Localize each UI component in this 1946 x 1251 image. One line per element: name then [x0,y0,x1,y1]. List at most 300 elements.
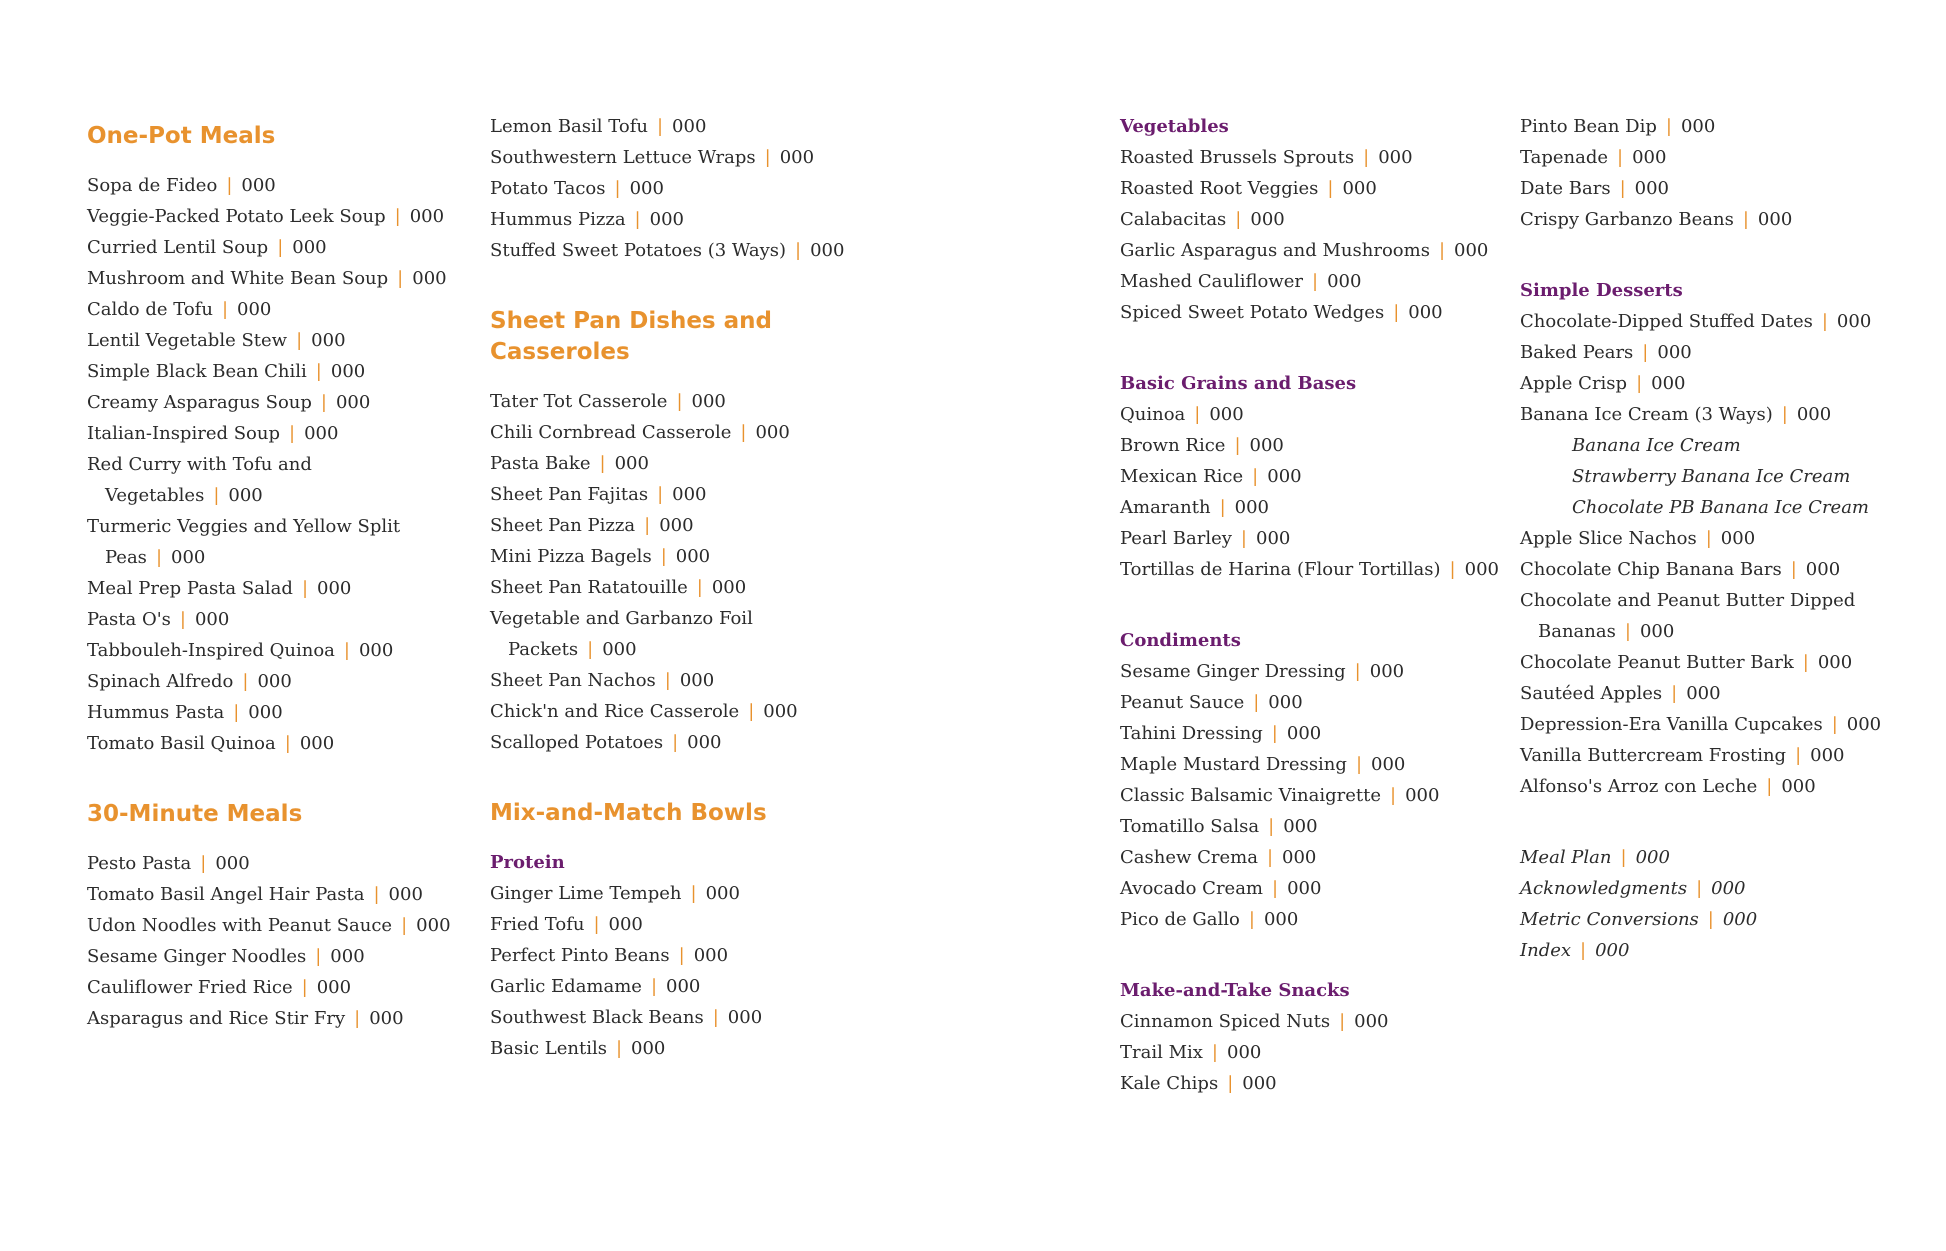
entry-title: Curried Lentil Soup [87,237,269,258]
page-number: 000 [1378,147,1413,168]
entry-title: Pesto Pasta [87,853,192,874]
page-number: 000 [1722,909,1758,930]
toc-entry[interactable] [87,910,467,941]
separator-bar: | [213,485,220,506]
separator-bar: | [1636,373,1643,394]
separator-bar: | [320,392,327,413]
toc-entry[interactable] [490,204,870,235]
page-number: 000 [335,392,371,413]
separator-bar: | [1671,683,1678,704]
entry-title: Mini Pizza Bagels [490,546,652,567]
separator-bar: | [1211,1042,1218,1063]
separator-bar: | [1219,497,1226,518]
toc-column-3 [1120,111,1500,1139]
toc-list [1120,399,1500,585]
separator-bar: | [1696,878,1703,899]
separator-bar: | [1266,847,1274,868]
toc-entry[interactable] [87,325,467,356]
separator-bar: | [1390,785,1397,806]
toc-entry[interactable] [1520,111,1900,142]
page-number: 000 [1454,240,1489,261]
toc-entry[interactable] [1520,709,1900,740]
page-number: 000 [672,116,707,137]
toc-entry[interactable] [87,848,467,879]
page-number: 000 [666,976,701,997]
toc-entry[interactable] [1120,1006,1500,1037]
separator-bar: | [1665,116,1672,137]
separator-bar: | [1705,528,1712,549]
separator-bar: | [657,484,664,505]
toc-entry[interactable] [1120,842,1500,873]
page-number: 000 [1263,909,1299,930]
toc-entry[interactable] [87,941,467,972]
page-number: 000 [1234,497,1269,518]
separator-bar: | [1802,652,1809,673]
page-number: 000 [257,671,292,692]
entry-title: Metric Conversions [1520,909,1699,930]
toc-section [1120,111,1500,328]
separator-bar: | [1617,147,1624,168]
entry-title: Turmeric Veggies and Yellow Split Peas [87,516,401,568]
toc-entry[interactable] [1520,523,1900,554]
entry-title: Hummus Pizza [490,209,626,230]
toc-entry[interactable] [1520,554,1900,585]
toc-entry[interactable] [1120,204,1500,235]
entry-title: Potato Tacos [490,178,606,199]
entry-title: Cinnamon Spiced Nuts [1120,1011,1331,1032]
toc-entry[interactable] [490,417,870,448]
entry-title: Garlic Edamame [490,976,642,997]
toc-entry[interactable] [490,727,870,758]
entry-title: Roasted Brussels Sprouts [1120,147,1355,168]
toc-entry[interactable] [490,572,870,603]
page-number: 000 [1209,404,1244,425]
page-number: 000 [1287,878,1322,899]
toc-entry[interactable] [1120,749,1500,780]
page-number: 000 [629,178,664,199]
toc-entry[interactable] [490,541,870,572]
separator-bar: | [1194,404,1201,425]
separator-bar: | [615,1038,623,1059]
toc-entry[interactable] [1520,771,1900,802]
toc-entry[interactable] [1120,173,1500,204]
separator-bar: | [696,577,703,598]
entry-title: Tomatillo Salsa [1120,816,1260,837]
toc-entry[interactable] [87,972,467,1003]
separator-bar: | [1642,342,1649,363]
entry-title: Acknowledgments [1520,878,1688,899]
entry-title: Chocolate Peanut Butter Bark [1520,652,1794,673]
page-number: 000 [649,209,684,230]
page-number: 000 [1250,209,1285,230]
separator-bar: | [644,515,651,536]
toc-entry[interactable] [1120,811,1500,842]
entry-title: Lentil Vegetable Stew [87,330,288,351]
toc-entry[interactable] [1520,492,1900,523]
toc-entry[interactable] [490,603,870,665]
separator-bar: | [676,391,683,412]
separator-bar: | [1781,404,1788,425]
entry-title: Chocolate and Peanut Butter Dipped Bananas [1520,590,1856,642]
page-number: 000 [1595,940,1630,961]
subsection-heading: Protein [490,852,565,873]
toc-entry[interactable] [1120,656,1500,687]
entry-title: Pasta O's [87,609,171,630]
subsection-heading: Vegetables [1120,116,1229,137]
separator-bar: | [1312,271,1319,292]
separator-bar: | [1620,847,1627,868]
entry-title: Meal Plan [1520,847,1612,868]
separator-bar: | [672,732,679,753]
entry-title: Tomato Basil Quinoa [87,733,276,754]
toc-list [1520,111,1900,235]
toc-section [87,799,467,1034]
toc-entry[interactable] [1120,554,1500,585]
page-number: 000 [1369,661,1405,682]
separator-bar: | [1449,559,1456,580]
separator-bar: | [394,206,401,227]
toc-section [1120,975,1500,1099]
separator-bar: | [221,299,229,320]
page-number: 000 [1242,1073,1277,1094]
toc-entry[interactable] [490,510,870,541]
entry-title: Chick'n and Rice Casserole [490,701,740,722]
separator-bar: | [1235,209,1242,230]
toc-entry[interactable] [1520,306,1900,337]
toc-entry[interactable] [87,697,467,728]
separator-bar: | [664,670,671,691]
toc-section [490,111,870,266]
page-number: 000 [1686,683,1721,704]
toc-entry[interactable] [87,449,467,511]
entry-title: Pico de Gallo [1120,909,1240,930]
separator-bar: | [1240,528,1247,549]
toc-entry[interactable] [1520,740,1900,771]
toc-entry[interactable] [1520,173,1900,204]
entry-title: Stuffed Sweet Potatoes (3 Ways) [490,240,786,261]
toc-entry[interactable] [1520,461,1900,492]
toc-list [490,878,870,1064]
separator-bar: | [1624,621,1631,642]
toc-entry[interactable] [1120,1037,1500,1068]
entry-title: Banana Ice Cream (3 Ways) [1520,404,1773,425]
page-number: 000 [1268,692,1303,713]
separator-bar: | [1339,1011,1346,1032]
separator-bar: | [289,423,296,444]
toc-entry[interactable] [490,386,870,417]
entry-title: Sautéed Apples [1520,683,1663,704]
section-heading: Sheet Pan Dishes and Casseroles [490,308,772,365]
entry-title: Sopa de Fideo [87,175,218,196]
toc-entry[interactable] [1520,368,1900,399]
page-number: 000 [1817,652,1853,673]
separator-bar: | [277,237,284,258]
toc-entry[interactable] [1520,842,1900,873]
entry-title: Basic Lentils [490,1038,607,1059]
toc-section [490,798,870,1064]
page-number: 000 [194,609,230,630]
toc-entry[interactable] [87,294,467,325]
toc-entry[interactable] [490,940,870,971]
page-number: 000 [1371,754,1406,775]
page-number: 000 [727,1007,763,1028]
entry-title: Chocolate Chip Banana Bars [1520,559,1782,580]
separator-bar: | [599,453,606,474]
toc-entry[interactable] [490,1002,870,1033]
toc-entry[interactable] [87,573,467,604]
separator-bar: | [764,147,771,168]
subsection-heading: Basic Grains and Bases [1120,373,1357,394]
toc-entry[interactable] [87,263,467,294]
entry-title: Mushroom and White Bean Soup [87,268,389,289]
entry-title: Sheet Pan Fajitas [490,484,649,505]
separator-bar: | [712,1007,719,1028]
toc-entry[interactable] [490,111,870,142]
toc-list [490,111,870,266]
page-number: 000 [1796,404,1832,425]
toc-section [1520,275,1900,802]
page-number: 000 [1327,271,1362,292]
separator-bar: | [1742,209,1749,230]
separator-bar: | [1354,661,1361,682]
page-number: 000 [369,1008,404,1029]
page-number: 000 [292,237,327,258]
entry-title: Chocolate PB Banana Ice Cream [1572,497,1869,518]
page-number: 000 [1810,745,1845,766]
separator-bar: | [1363,147,1370,168]
toc-list [1520,306,1900,802]
toc-entry[interactable] [87,511,467,573]
separator-bar: | [1253,692,1260,713]
toc-entry[interactable] [87,201,467,232]
toc-entry[interactable] [490,479,870,510]
section-heading: Mix-and-Match Bowls [490,800,767,826]
entry-title: Vegetable and Garbanzo Foil Packets [490,608,753,660]
page-number: 000 [779,147,815,168]
separator-bar: | [397,268,404,289]
toc-entry[interactable] [87,418,467,449]
entry-title: Sheet Pan Ratatouille [490,577,688,598]
entry-title: Cashew Crema [1120,847,1258,868]
page-number: 000 [316,977,352,998]
page-number: 000 [1632,147,1667,168]
toc-entry[interactable] [1520,399,1900,430]
separator-bar: | [795,240,802,261]
toc-column-1 [87,121,467,1074]
entry-title: Red Curry with Tofu and Vegetables [87,454,312,506]
page-number: 000 [1464,559,1499,580]
toc-entry[interactable] [1120,523,1500,554]
separator-bar: | [315,946,322,967]
page-number: 000 [1408,302,1443,323]
toc-entry[interactable] [1120,904,1500,935]
toc-entry[interactable] [1120,461,1500,492]
toc-entry[interactable] [490,173,870,204]
toc-entry[interactable] [87,604,467,635]
toc-entry[interactable] [490,235,870,266]
toc-entry[interactable] [1120,780,1500,811]
toc-entry[interactable] [1520,678,1900,709]
toc-entry[interactable] [87,170,467,201]
page-number: 000 [330,361,366,382]
page-number: 000 [659,515,694,536]
toc-entry[interactable] [490,665,870,696]
toc-entry[interactable] [1120,297,1500,328]
toc-column-4 [1520,111,1900,1006]
toc-entry[interactable] [1120,687,1500,718]
toc-section [1120,625,1500,935]
separator-bar: | [1252,466,1259,487]
entry-title: Lemon Basil Tofu [490,116,648,137]
separator-bar: | [1271,723,1278,744]
toc-entry[interactable] [1120,873,1500,904]
page-number: 000 [1836,311,1872,332]
entry-title: Scalloped Potatoes [490,732,664,753]
toc-entry[interactable] [87,879,467,910]
separator-bar: | [1248,909,1255,930]
toc-entry[interactable] [1120,492,1500,523]
toc-entry[interactable] [1520,430,1900,461]
page-number: 000 [672,484,707,505]
page-number: 000 [631,1038,666,1059]
toc-column-2 [490,111,870,1104]
toc-list [1120,656,1500,935]
separator-bar: | [1438,240,1446,261]
entry-title: Crispy Garbanzo Beans [1520,209,1734,230]
toc-entry[interactable] [87,1003,467,1034]
separator-bar: | [1580,940,1587,961]
toc-entry[interactable] [1120,142,1500,173]
toc-entry[interactable] [1520,904,1900,935]
separator-bar: | [179,609,186,630]
toc-entry[interactable] [87,635,467,666]
separator-bar: | [301,977,308,998]
page-number: 000 [1651,373,1686,394]
separator-bar: | [373,884,380,905]
toc-list [1120,142,1500,328]
page-number: 000 [171,547,206,568]
toc-entry[interactable] [490,142,870,173]
entry-title: Banana Ice Cream [1572,435,1741,456]
page-number: 000 [602,639,637,660]
entry-title: Southwestern Lettuce Wraps [490,147,756,168]
separator-bar: | [242,671,249,692]
separator-bar: | [740,422,747,443]
entry-title: Pinto Bean Dip [1520,116,1657,137]
separator-bar: | [301,578,309,599]
toc-entry[interactable] [490,909,870,940]
page-number: 000 [687,732,722,753]
entry-title: Cauliflower Fried Rice [87,977,293,998]
entry-title: Spinach Alfredo [87,671,234,692]
page-number: 000 [691,391,726,412]
toc-list [1520,842,1900,966]
entry-title: Depression-Era Vanilla Cupcakes [1520,714,1823,735]
toc-entry[interactable] [490,448,870,479]
toc-entry[interactable] [87,666,467,697]
separator-bar: | [233,702,240,723]
entry-title: Sesame Ginger Dressing [1120,661,1346,682]
separator-bar: | [1619,178,1626,199]
toc-entry[interactable] [1520,585,1900,647]
entry-title: Alfonso's Arroz con Leche [1520,776,1758,797]
separator-bar: | [587,639,594,660]
entry-title: Tabbouleh-Inspired Quinoa [87,640,335,661]
toc-entry[interactable] [1120,235,1500,266]
toc-section [1520,111,1900,235]
page-number: 000 [1720,528,1756,549]
entry-title: Perfect Pinto Beans [490,945,670,966]
separator-bar: | [155,547,163,568]
toc-entry[interactable] [1520,873,1900,904]
page-number: 000 [1781,776,1816,797]
page-number: 000 [1711,878,1746,899]
separator-bar: | [660,546,667,567]
toc-entry[interactable] [490,971,870,1002]
page-number: 000 [705,883,740,904]
toc-entry[interactable] [1520,337,1900,368]
toc-entry[interactable] [87,387,467,418]
toc-entry[interactable] [87,232,467,263]
page-number: 000 [1805,559,1841,580]
entry-title: Date Bars [1520,178,1611,199]
section-heading: One-Pot Meals [87,123,276,149]
separator-bar: | [748,701,755,722]
separator-bar: | [650,976,658,997]
toc-entry[interactable] [490,696,870,727]
toc-entry[interactable] [1520,204,1900,235]
page-number: 000 [1282,847,1317,868]
toc-entry[interactable] [1120,399,1500,430]
toc-entry[interactable] [1120,718,1500,749]
toc-entry[interactable] [87,728,467,759]
toc-entry[interactable] [1520,935,1900,966]
toc-entry[interactable] [1120,266,1500,297]
entry-title: Mashed Cauliflower [1120,271,1304,292]
page-number: 000 [1846,714,1882,735]
page-number: 000 [1639,621,1675,642]
toc-entry[interactable] [1520,647,1900,678]
separator-bar: | [678,945,685,966]
toc-entry[interactable] [490,1033,870,1064]
toc-entry[interactable] [1120,1068,1500,1099]
page-number: 000 [388,884,423,905]
toc-section [87,121,467,759]
page-number: 000 [1757,209,1793,230]
toc-list [490,386,870,758]
page-number: 000 [228,485,263,506]
page-number: 000 [614,453,649,474]
entry-title: Baked Pears [1520,342,1634,363]
entry-title: Amaranth [1120,497,1211,518]
page-number: 000 [1635,847,1670,868]
entry-title: Hummus Pasta [87,702,225,723]
entry-title: Chocolate-Dipped Stuffed Dates [1520,311,1813,332]
toc-entry[interactable] [1120,430,1500,461]
subsection-heading: Condiments [1120,630,1241,651]
page-number: 000 [304,423,339,444]
page-number: 000 [1680,116,1716,137]
separator-bar: | [1355,754,1363,775]
toc-entry[interactable] [490,878,870,909]
entry-title: Garlic Asparagus and Mushrooms [1120,240,1430,261]
toc-entry[interactable] [1520,142,1900,173]
separator-bar: | [1795,745,1802,766]
toc-entry[interactable] [87,356,467,387]
page-number: 000 [711,577,747,598]
toc-list [1120,1006,1500,1099]
entry-title: Udon Noodles with Peanut Sauce [87,915,393,936]
